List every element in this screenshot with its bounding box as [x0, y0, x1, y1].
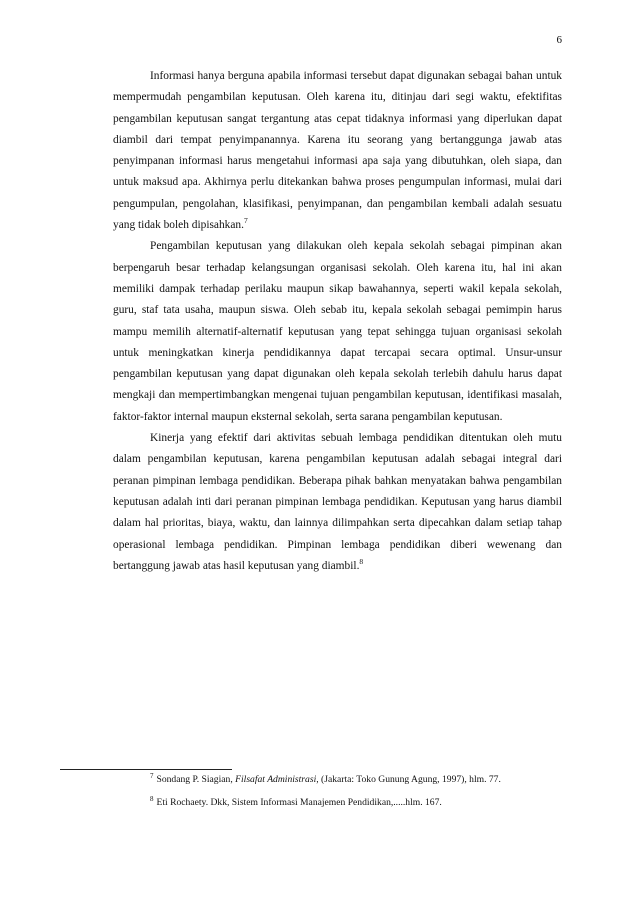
- footnote-divider: [60, 769, 232, 770]
- paragraph-2-text: Pengambilan keputusan yang dilakukan oleh kepala sekolah sebagai pimpinan akan berpengaruh besar terhadap kelangsungan organisasi sekolah. Oleh karena itu, hal ini akan memiliki dampak terhadap perilaku maupun sikap bawahannya, seperti wakil kepala sekolah, guru, staf tata usaha, maupun siswa. Oleh sebab itu, kepala sekolah sebagai pemimpin harus mampu memilih alternatif-alternatif keputusan yang tepat sehingga tujuan organisasi sekolah untuk meningkatkan kinerja pendidikannya dapat tercapai secara optimal. Unsur-unsur pengambilan keputusan yang dapat digunakan oleh kepala sekolah terlebih dahulu harus dapat mengkaji dan mempertimbangkan mengenai tujuan pengambilan keputusan, identifikasi masalah, faktor-faktor internal maupun eksternal sekolah, serta sarana pengambilan keputusan.: [113, 240, 562, 423]
- footnote-8: [150, 796, 590, 809]
- footnote-number: 8: [150, 795, 154, 803]
- footnote-book-title: Filsafat Administrasi: [235, 774, 317, 785]
- footnotes: [150, 773, 590, 819]
- footnote-ref-7: 7: [243, 216, 248, 226]
- paragraph-1-text: Informasi hanya berguna apabila informasi tersebut dapat digunakan sebagai bahan untuk mempermudah pengambilan keputusan. Oleh karena itu, ditinjau dari segi waktu, efektifitas pengambilan keputusan sangat tergantung atas cepat tidaknya informasi yang diperlukan dapat diambil dari tempat penyimpanannya. Karena itu seorang yang bertanggunga jawab atas penyimpanan informasi harus mengetahui informasi apa saja yang dibutuhkan, oleh siapa, dan untuk maksud apa. Akhirnya perlu ditekankan bahwa proses pengumpulan informasi, mulai dari pengumpulan, pengolahan, klasifikasi, penyimpanan, dan pengambilan kembali adalah sesuatu yang tidak boleh dipisahkan.: [113, 70, 562, 232]
- footnote-text: Sondang P. Siagian,: [156, 774, 236, 785]
- footnote-text-tail: , (Jakarta: Toko Gunung Agung, 1997), hlm. 77.: [316, 774, 501, 785]
- paragraph-1: [113, 66, 562, 236]
- footnote-7: [150, 773, 590, 786]
- paragraph-3: [113, 428, 562, 577]
- footnote-ref-8: 8: [359, 556, 364, 566]
- paragraph-2: [113, 236, 562, 428]
- footnote-text: Eti Rochaety. Dkk, Sistem Informasi Manajemen Pendidikan,.....hlm. 167.: [156, 797, 442, 808]
- paragraph-3-text: Kinerja yang efektif dari aktivitas sebuah lembaga pendidikan ditentukan oleh mutu dalam pengambilan keputusan, karena pengambilan keputusan adalah sebagai integral dari peranan pimpinan lembaga pendidikan. Beberapa pihak bahkan menyatakan bahwa pengambilan keputusan adalah inti dari peranan pimpinan lembaga pendidikan. Keputusan yang harus diambil dalam hal prioritas, biaya, waktu, dan lainnya dilimpahkan serta dipecahkan dalam setiap tahap operasional lembaga pendidikan. Pimpinan lembaga pendidikan diberi wewenang dan bertanggung jawab atas hasil keputusan yang diambil.: [113, 432, 562, 572]
- footnote-number: 7: [150, 772, 154, 780]
- body-text: [113, 66, 562, 577]
- page-number: 6: [556, 34, 562, 46]
